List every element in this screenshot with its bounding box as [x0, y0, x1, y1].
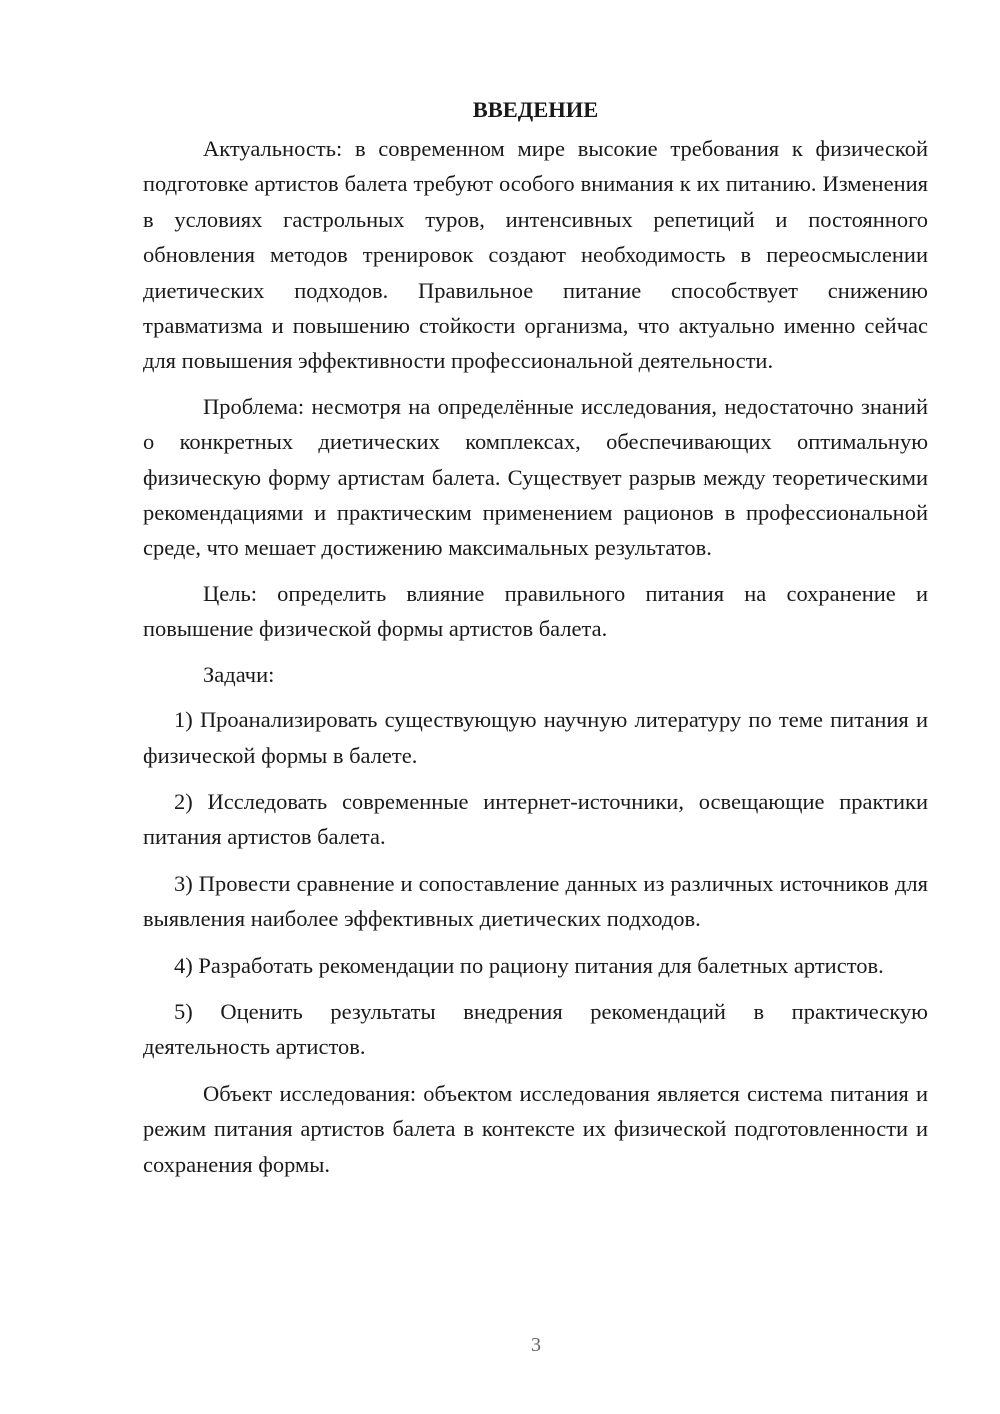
task-item-3: 3) Провести сравнение и сопоставление данных из различных источников для выявления наиболее эффективных диетических подходов. — [143, 870, 928, 932]
goal-paragraph: Цель: определить влияние правильного питания на сохранение и повышение физической формы артистов балета. — [143, 580, 928, 642]
object-paragraph: Объект исследования: объектом исследования является система питания и режим питания артистов балета в контексте их физической подготовленности и сохранения формы. — [143, 1080, 928, 1177]
task-item-1: 1) Проанализировать существующую научную литературу по теме питания и физической формы в балете. — [143, 707, 928, 768]
problem-paragraph: Проблема: несмотря на определённые исследования, недостаточно знаний о конкретных диетических комплексах, обеспечивающих оптимальную физическую форму артистам балета. Существует разрыв между теоретическими рекомендациями и практическим применением рационов в профессиональной среде, что мешает достижению максимальных результатов. — [143, 393, 928, 561]
task-item-4: 4) Разработать рекомендации по рациону питания для балетных артистов. — [174, 952, 884, 978]
tasks-label: Задачи: — [203, 661, 275, 687]
page-number: 3 — [531, 1334, 541, 1356]
page-title: ВВЕДЕНИЕ — [472, 97, 599, 122]
document-page — [143, 92, 928, 1192]
relevance-paragraph: Актуальность: в современном мире высокие требования к физической подготовке артистов балета требуют особого внимания к их питанию. Изменения в условиях гастрольных туров, интенсивных репетиций и постоянного обновления методов тренировок создают необходимость в переосмыслении диетических подходов. Правильное питание способствует снижению травматизма и повышению стойкости организма, что актуально именно сейчас для повышения эффективности профессиональной деятельности. — [143, 136, 928, 374]
task-item-5: 5) Оценить результаты внедрения рекомендаций в практическую деятельность артистов. — [143, 998, 928, 1060]
task-item-2: 2) Исследовать современные интернет-источники, освещающие практики питания артистов балета. — [143, 788, 928, 850]
